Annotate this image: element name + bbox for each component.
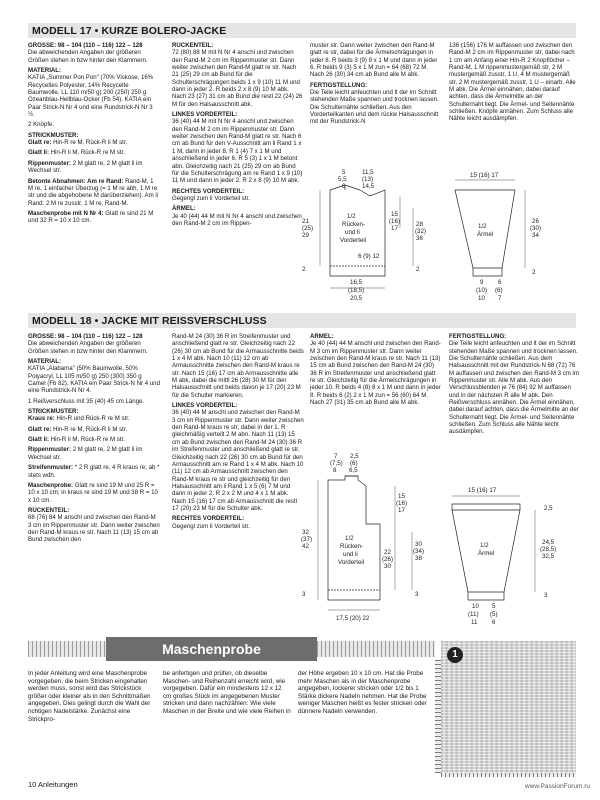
m17-body-top-3: (13) (362, 176, 374, 183)
m18-body-right-6: 30 (415, 541, 422, 548)
model17-col2 (172, 42, 304, 307)
instruction-paragraph (28, 358, 160, 365)
m18-sleeve-right-4: 3 (544, 592, 548, 599)
m17-body-bottom-3: 20,5 (350, 295, 363, 302)
instruction-label: Maschenprobe mit N Nr 4: (28, 209, 104, 217)
instruction-text: * 2 R glatt re, 4 R kraus re; ab * stets wdh. (28, 464, 160, 479)
model17-col3 (310, 42, 442, 162)
instruction-paragraph (28, 178, 160, 207)
m18-sleeve-right-3: 32,5 (542, 553, 555, 560)
m17-body-center-2: und li (345, 229, 360, 236)
m18-body-right-4: (26) (382, 556, 394, 563)
instruction-paragraph (172, 213, 304, 228)
m18-body-right-1: (16) (396, 500, 408, 507)
m18-body-top-0: 7 (334, 453, 338, 460)
instruction-paragraph (28, 74, 160, 118)
m18-sleeve-right-1: 24,5 (542, 539, 555, 546)
instruction-paragraph (172, 42, 304, 49)
instruction-paragraph (172, 409, 304, 512)
m18-sleeve-bottom-4: 11 (471, 619, 478, 626)
m17-body-center-3: Vorderteil (340, 237, 367, 244)
model17-col4 (449, 42, 579, 162)
m18-sleeve-right-2: (28,5) (540, 546, 557, 553)
m18-sleeve-bottom-1: 5 (492, 603, 496, 610)
instruction-paragraph (28, 42, 160, 49)
instruction-label: RÜCKENTEIL: (172, 42, 214, 49)
m18-body-center-1: Rücken- (340, 543, 364, 550)
model18-col2 (172, 333, 304, 625)
instruction-paragraph (449, 42, 579, 123)
m17-body-right-1: (16) (389, 218, 401, 225)
instruction-paragraph (28, 446, 160, 461)
instruction-paragraph (310, 89, 442, 126)
instruction-label: FERTIGSTELLUNG: (449, 333, 507, 340)
instruction-text: Hin-R re M, Rück-R li M str. (53, 425, 128, 433)
instruction-paragraph (172, 523, 304, 530)
instruction-paragraph (28, 507, 160, 514)
instruction-label: FERTIGSTELLUNG: (310, 81, 368, 89)
m18-body-right-9: 3 (415, 591, 419, 598)
m18-body-left-2: 42 (302, 543, 309, 550)
instruction-paragraph (28, 482, 160, 504)
instruction-label: ÄRMEL: (310, 333, 334, 340)
instruction-text: 136 (156) 176 M auffassen und zwischen den Rand-M 2 cm im Rippenmuster str, dabei nach 1 cm am Anfang einer Hin-R 2 Knopflöcher – Rand-M, 1 M rippenmustergemäß str, 2 M mustergemäß zusstr, 1 U, 4 M mustergemäß str, 2 M mustergemäß zusstr, 1 U – einarb. Alle M abk. Die Ärmel einnähen, dabei darauf achten, dass die Ärmelmitte an der Schulternaht liegt. Die Ärmel- und Seitennähte schließen. Knöpfe annähen. Zum Schluss alle Nähte leicht ausdämpfen. (449, 42, 576, 123)
instruction-paragraph (310, 42, 442, 79)
instruction-text: KATIA „Summer Pon Pon" (70% Viskose, 16% Recyceltes Polyester, 14% Recycelte Baumwolle, LL 110 m/50 g) 200 (250) 250 g Ozeanblau-Hellblau-Ocker (Fb 54). KATIA ein Paar Strick-N Nr 4 und eine Rundstrick-N Nr 3 ½. (28, 74, 154, 119)
m17-body-right-0: 15 (391, 211, 398, 218)
instruction-paragraph (449, 333, 579, 340)
instruction-label: LINKES VORDERTEIL: (172, 111, 238, 119)
m17-body-left-2: 29 (302, 232, 309, 239)
instruction-label: RECHTES VORDERTEIL: (172, 187, 245, 195)
page-footer-label: 10 Anleitungen (28, 780, 78, 789)
maschenprobe-deco-left (28, 641, 106, 657)
instruction-text: muster str. Dann weiter zwischen den Rand-M glatt re str, dabei für die Ärmelschrägungen in jeder 8. R beids 3 (9) 9 x 1 M und dann in jeder 6. R beids 9 (3) 5 x 1 M zun = 64 (68) 72 M. Nach 26 (30) 34 cm ab Bund alle M abk. (310, 42, 438, 79)
m17-sleeve-bottom-3: (6) (495, 287, 503, 294)
instruction-paragraph (172, 205, 304, 212)
measuring-ruler-horizontal (441, 773, 576, 777)
m17-body-center-1: Rücken- (342, 221, 366, 228)
instruction-text: Hin-R li M, Rück-R re M str. (50, 436, 125, 444)
m18-body-center-2: und li (343, 551, 358, 558)
model17-col1 (28, 42, 160, 307)
gauge-swatch-photo (441, 641, 576, 773)
instruction-paragraph (28, 464, 160, 479)
m17-body-bottom-0: 6 (9) 12 (358, 253, 380, 260)
m17-body-right-6: 2 (416, 266, 420, 273)
m18-body-right-7: (34) (413, 548, 425, 555)
m17-body-right-4: (32) (415, 228, 427, 235)
m17-body-left-3: 2 (302, 266, 306, 273)
instruction-paragraph (28, 333, 160, 340)
m17-body-left-0: 21 (302, 218, 309, 225)
model18-sleeve-diagram (440, 452, 576, 630)
instruction-paragraph (310, 340, 442, 406)
m18-sleeve-top: 15 (16) 17 (468, 487, 497, 494)
m17-body-top-1: 11,5 (362, 169, 374, 176)
instruction-paragraph (28, 210, 160, 225)
instruction-paragraph (310, 82, 442, 89)
m18-body-left-3: 3 (302, 591, 306, 598)
instruction-paragraph (172, 49, 304, 108)
m17-sleeve-center-1: Ärmel (477, 231, 494, 238)
instruction-paragraph (28, 149, 160, 156)
m17-body-right-5: 36 (416, 235, 423, 242)
model17-header: MODELL 17 • KURZE BOLERO-JACKE (28, 23, 576, 38)
instruction-paragraph (310, 333, 442, 340)
m18-body-left-1: (37) (301, 536, 313, 543)
m18-body-bottom-0: 17,5 (20) 22 (336, 615, 370, 622)
instruction-text: Hin-R und Rück-R re M str. (56, 415, 130, 423)
instruction-text: Hin-R li M, Rück-R re M str. (50, 149, 125, 157)
m17-sleeve-right-1: (30) (530, 225, 542, 232)
instruction-label: STRICKMUSTER: (28, 131, 79, 139)
m18-sleeve-bottom-2: (11) (468, 611, 479, 618)
instruction-text: 36 (40) 44 M mit N Nr 4 anschl und zwischen den Rand-M 2 cm im Rippenmuster str. Dann weiter zwischen den Rand-M glatt re str. Nach 6 cm ab Bund für den V-Ausschnitt am li Rand 1 x 1 M, dann in jeder 8. R 1 (4) 7 x 1 M und anschließend in jeder 6. R 5 (3) 1 x 1 M betont abn. Gleichzeitig nach 21 (25) 29 cm ab Bund für die Schulterschrägung am re Rand 1 x 9 (10) 11 M und dann in jeder 2. R 2 x 8 (9) 10 M abk. (172, 118, 303, 185)
m18-body-right-0: 15 (398, 493, 405, 500)
m17-body-bottom-2: (18,5) (348, 287, 365, 294)
maschenprobe-deco-right (317, 641, 435, 657)
instruction-paragraph (28, 340, 160, 355)
m17-sleeve-right-2: 34 (532, 232, 539, 239)
m18-sleeve-bottom-5: 6 (492, 619, 496, 626)
instruction-paragraph (172, 515, 304, 522)
m17-sleeve-top: 15 (16) 17 (470, 172, 499, 179)
instruction-paragraph (172, 333, 304, 399)
maschenprobe-col2: be anfertigen und prüfen, ob dieselbe Maschen- und Reihenzahl erreicht wird, wie vorgegeben. Dafür ein mindestens 12 x 12 cm großes Stück im angegebenen Muster stricken und dann nachzählen: Wie viele Maschen in der Breite und wie viele Reihen in (163, 670, 291, 715)
m18-body-top-5: 6,5 (349, 467, 358, 474)
instruction-paragraph (172, 188, 304, 195)
instruction-paragraph (172, 195, 304, 202)
instruction-label: Glatt re: (28, 139, 52, 147)
instruction-label: GRÖSSE: 98 – 104 (110 – 116) 122 – 128 (28, 42, 143, 49)
m18-sleeve-center-0: 1/2 (480, 542, 489, 549)
instruction-text: Die Teile leicht anfeuchten und lt der im Schnitt stehenden Maße spannen und trocknen lassen. Die Schulternähte schließen. Aus dem Halsausschnitt mit der Rundstrick-N 68 (72) 76 M auffassen und zwischen den Rand-M 3 cm im Rippenmuster str. Alle M abk. Aus den Verschlussblenden je 76 (84) 92 M auffassen und in der nächsten R alle M abk. Den Reißverschluss annähen. Die Ärmel einnähen, dabei darauf achten, dass die Ärmelmitte an der Schulternaht liegt. Die Ärmel- und Seitennähte schließen. Zum Schluss alle Nähte leicht ausdämpfen. (449, 340, 579, 436)
instruction-label: Maschenprobe: (28, 481, 74, 489)
m18-body-center-3: Vorderteil (338, 559, 365, 566)
instruction-text: Rand-M 24 (30) 36 R im Streifenmuster und anschließend glatt re str. Gleichzeitig nach 22 (26) 30 cm ab Bund für die Armausschnitte beids 1 x 4 M abk. Nach 10 (11) 12 cm ab Armausschnitte zwischen den Rand-M kraus re str. Nach 15 (16) 17 cm ab Armausschnitte alle M abk, dabei die mittl 26 (28) 30 M für den Halsausschnitt und beids davon je 17 (20) 23 M für die Schulter markieren. (172, 333, 304, 399)
instruction-label: Glatt li: (28, 436, 49, 444)
instruction-paragraph (28, 67, 160, 74)
m17-body-top-2: 5,5 (338, 176, 347, 183)
m17-sleeve-bottom-2: (10) (476, 287, 488, 294)
instruction-label: Glatt li: (28, 149, 49, 157)
instruction-paragraph (28, 160, 160, 175)
instruction-label: MATERIAL: (28, 358, 62, 366)
instruction-text: KATIA „Alabama" (50% Baumwolle, 50% Polyacryl, LL 105 m/50 g) 250 (300) 350 g Camel (Fb 82). KATIA ein Paar Strick-N Nr 4 und eine Rundstrick-N Nr 4. (28, 365, 160, 395)
m17-sleeve-bottom-0: 9 (480, 279, 484, 286)
model17-sleeve-diagram (440, 168, 576, 303)
instruction-paragraph (172, 402, 304, 409)
instruction-label: LINKES VORDERTEIL: (172, 402, 238, 410)
m18-sleeve-center-1: Ärmel (478, 550, 495, 557)
m18-body-center-0: 1/2 (345, 535, 354, 542)
model18-body-diagram (300, 452, 435, 630)
instruction-label: RÜCKENTEIL: (28, 506, 70, 514)
m18-body-top-3: 2,5 (350, 453, 359, 460)
instruction-text: Gegengl zum li Vorderteil str. (172, 522, 250, 530)
instruction-text: Gegengl zum li Vorderteil str. (172, 194, 250, 202)
m17-body-top-5: 14,5 (362, 183, 375, 190)
m18-body-left-0: 32 (302, 529, 309, 536)
m17-body-top-4: 6 (342, 183, 346, 190)
instruction-text: 36 (40) 44 M anschl und zwischen den Rand-M 3 cm im Rippenmuster str. Dann weiter zwischen den Rand-M kraus re str, dabei in der 1. R gleichmäßig verteilt 2 M abn. Nach 11 (13) 15 cm ab Bund zwischen den Rand-M 24 (30) 36 R im Streifenmuster und anschließend glatt re str. Gleichzeitig nach 22 (26) 30 cm ab Bund für den Armausschnitt am re Rand 1 x 4 M abk. Nach 10 (11) 12 cm ab Armausschnitt zwischen den Rand-M kraus re str und gleichzeitig für den Halsausschnitt am li Rand 1 x 5 (6) 7 M und dann in jeder 2. R 2 x 2 M und 4 x 1 M abk. Nach 15 (16) 17 cm ab Armausschnitt die restl 17 (20) 23 M für die Schulter abk. (172, 409, 304, 512)
source-watermark: www.PassionForum.ru (524, 783, 590, 790)
m17-sleeve-center-0: 1/2 (478, 223, 487, 230)
instruction-text: 2 M glatt re, 2 M glatt li im Wechsel str. (28, 446, 143, 461)
instruction-label: ÄRMEL: (172, 205, 196, 213)
model18-header: MODELL 18 • JACKE MIT REISSVERSCHLUSS (28, 313, 576, 328)
instruction-label: GRÖSSE: 98 – 104 (110 – 116) 122 – 128 (28, 333, 143, 340)
instruction-text: Die abweichenden Angaben der größeren Größen stehen in bzw hinter den Klammern. (28, 49, 148, 64)
maschenprobe-col1: In jeder Anleitung wird eine Maschenprobe vorgegeben, die beim Stricken eingehalten werden muss, sonst wird das Strickstück größer oder kleiner als in den Schnittmaßen angegeben. Dies gelingt durch die Wahl der richtigen Nadelstärke. Zunächst eine Strickpro- (28, 670, 151, 723)
m17-sleeve-bottom-5: 7 (498, 295, 502, 302)
instruction-label: STRICKMUSTER: (28, 408, 79, 416)
instruction-text: Je 40 (44) 44 M anschl und zwischen den Rand-M 3 cm im Rippenmuster str. Dann weiter zwischen den Rand-M kraus re str. Nach 11 (13) 15 cm ab Bund zwischen den Rand-M 24 (30) 36 R im Streifenmuster und anschließend glatt re str. Gleichzeitig für die Ärmelschrägungen in jeder 10. R beids 4 (8) 8 x 1 M und dann in jeder 8. R beids 6 (2) 2 x 1 M zun = 56 (60) 64 M. Nach 27 (31) 35 cm ab Bund alle M abk. (310, 340, 441, 407)
instruction-paragraph (28, 415, 160, 422)
instruction-text: 2 M glatt re, 2 M glatt li im Wechsel str. (28, 159, 143, 175)
instruction-text: Glatt re sind 19 M und 25 R = 10 x 10 cm; in kraus re sind 19 M und 38 R = 10 x 10 cm. (28, 481, 158, 504)
instruction-label: Betonte Abnahmen: Am re Rand: (28, 177, 124, 185)
m17-sleeve-bottom-1: 6 (498, 279, 502, 286)
m17-body-top-0: 5 (342, 169, 346, 176)
instruction-paragraph (28, 139, 160, 146)
instruction-paragraph (449, 340, 579, 435)
instruction-paragraph (172, 111, 304, 118)
photo-number-badge: 1 (447, 647, 463, 663)
instruction-text: Glatt re sind 21 M und 32 R = 10 x 10 cm. (28, 209, 154, 225)
instruction-label: Glatt re: (28, 425, 52, 433)
m18-body-top-4: (6) (350, 460, 358, 467)
instruction-text: Die Teile leicht anfeuchten und lt der im Schnitt stehenden Maße spannen und trocknen lassen. Die Schulternähte schließen. Aus den Vorderteilkanten und dem rückw Halsausschnitt mit der Rundstrick-N (310, 89, 439, 126)
maschenprobe-col3: der Höhe ergeben 10 x 10 cm. Hat die Probe mehr Maschen als in der Maschenprobe angegeben, lockerer stricken oder 1/2 bis 1 Stärke dickere Nadeln nehmen. Hat die Probe weniger Maschen heißt es fester stricken oder dünnere Nadeln verwenden. (298, 670, 427, 715)
m18-body-top-1: (7,5) (330, 460, 343, 467)
instruction-paragraph (28, 436, 160, 443)
instruction-paragraph (28, 132, 160, 139)
instruction-paragraph (172, 118, 304, 184)
m17-body-center-0: 1/2 (347, 213, 356, 220)
model17-body-diagram (300, 168, 435, 303)
instruction-text: 2 Knöpfe. (28, 121, 55, 129)
m18-sleeve-bottom-0: 10 (472, 603, 479, 610)
instruction-paragraph (28, 365, 160, 394)
instruction-text: 72 (80) 88 M mit N Nr 4 anschl und zwischen den Rand-M 2 cm im Rippenmuster str. Dann weiter zwischen den Rand-M glatt re str. Nach 21 (25) 29 cm ab Bund für die Schulterschrägungen beids 1 x 9 (10) 11 M und dann in jeder 2. R beids 2 x 8 (9) 10 M abk. Nach 23 (27) 31 cm ab Bund die restl 22 (24) 26 M für den Halsausschnitt abk. (172, 49, 303, 108)
instruction-text: Die abweichenden Angaben der größeren Größen stehen in bzw hinter den Klammern. (28, 340, 148, 355)
m17-body-right-3: 28 (416, 221, 423, 228)
instruction-paragraph (28, 514, 160, 543)
model18-col1 (28, 333, 160, 625)
instruction-paragraph (28, 121, 160, 128)
instruction-paragraph (28, 398, 160, 405)
instruction-label: Rippenmuster: (28, 446, 71, 454)
instruction-paragraph (28, 49, 160, 64)
instruction-paragraph (28, 408, 160, 415)
instruction-text: Rand-M, 1 M re, 1 einfacher Überzug (= 1 M re abh, 1 M re str und die abgehobene M darüberziehen). Am li Rand: 2 M re zusstr, 1 M re, Rand-M. (28, 177, 159, 207)
instruction-paragraph (28, 426, 160, 433)
instruction-label: MATERIAL: (28, 67, 62, 75)
instruction-text: Je 40 (44) 44 M mit N Nr 4 anschl und zwischen den Rand-M 2 cm im Rippen- (172, 212, 302, 227)
instruction-text: Hin-R re M, Rück-R li M str. (53, 139, 128, 147)
instruction-text: 1 Reißverschluss mit 35 (40) 45 cm Länge. (28, 397, 145, 405)
m17-sleeve-right-0: 26 (532, 218, 539, 225)
m17-body-bottom-1: 16,5 (350, 279, 363, 286)
m17-sleeve-bottom-4: 10 (478, 295, 485, 302)
m18-sleeve-bottom-3: (5) (490, 611, 498, 618)
m18-body-right-3: 22 (384, 549, 391, 556)
m18-sleeve-right-0: 2,5 (544, 505, 553, 512)
m18-body-right-2: 17 (398, 507, 405, 514)
model18-col3 (310, 333, 442, 443)
instruction-label: Rippenmuster: (28, 159, 71, 167)
instruction-label: Kraus re: (28, 415, 55, 423)
m18-body-right-5: 30 (384, 563, 391, 570)
m18-body-right-8: 38 (415, 555, 422, 562)
instruction-label: Streifenmuster: (28, 464, 74, 472)
instruction-text: 68 (76) 84 M anschl und zwischen den Rand-M 3 cm im Rippenmuster str. Dann weiter zwischen den Rand-M kraus re str. Nach 11 (13) 15 cm ab Bund zwischen den (28, 514, 160, 544)
m18-body-top-2: 8 (333, 467, 337, 474)
model18-col4 (449, 333, 579, 463)
maschenprobe-title: Maschenprobe (106, 637, 317, 661)
instruction-label: RECHTES VORDERTEIL: (172, 515, 245, 523)
m17-body-left-1: (25) (302, 225, 314, 232)
m17-sleeve-right-3: 2 (532, 269, 536, 276)
m17-body-right-2: 17 (391, 225, 398, 232)
